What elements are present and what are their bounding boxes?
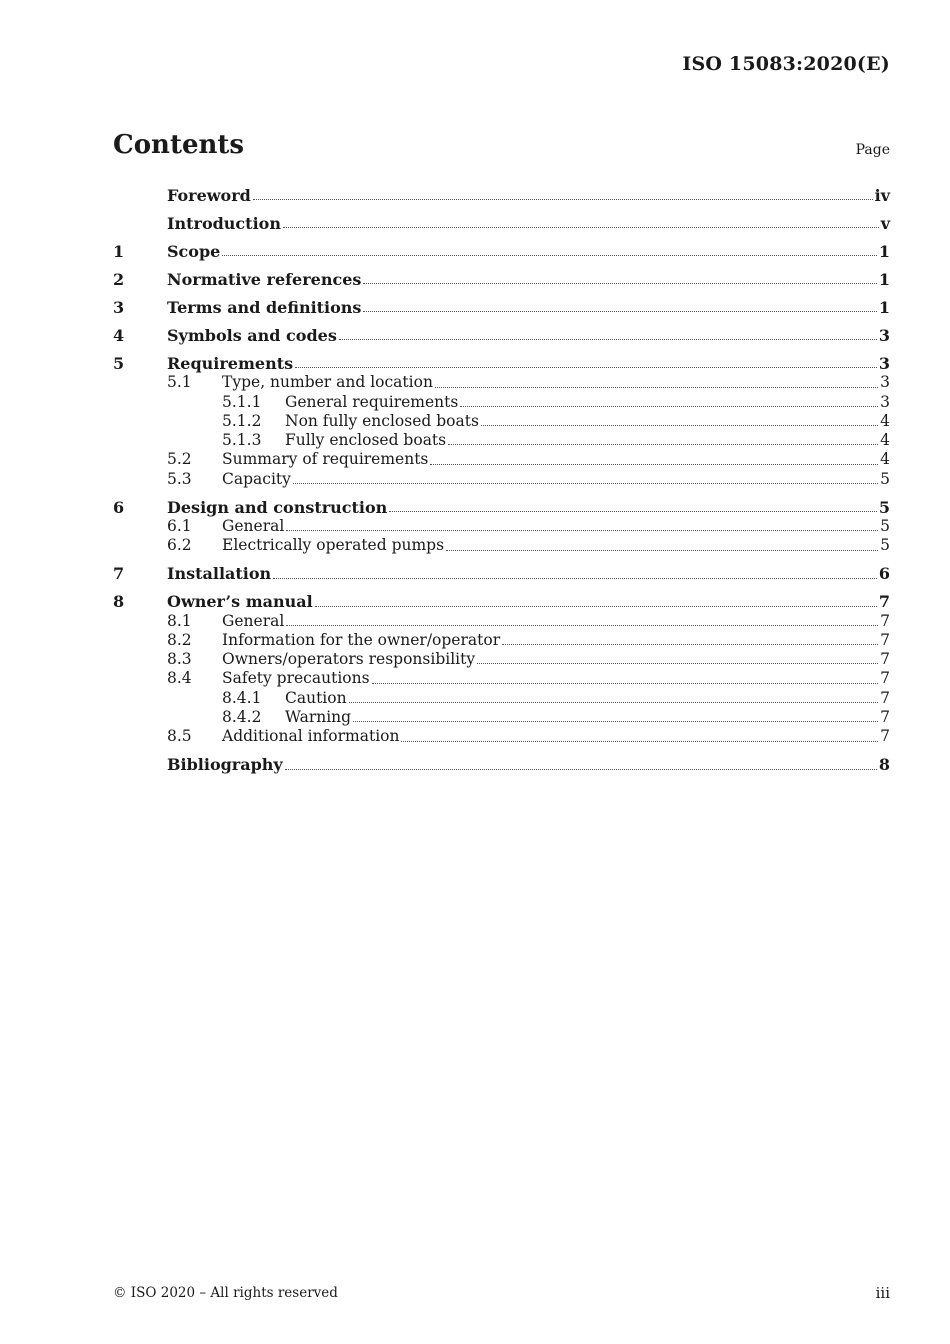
toc-entry[interactable]: [113, 354, 890, 373]
toc-entry-number: 8.4.2: [222, 708, 262, 727]
dot-leader: [460, 406, 878, 407]
toc-entry-page[interactable]: 7: [880, 611, 890, 630]
dot-leader: [283, 227, 879, 228]
toc-entry-number: 5.2: [167, 450, 192, 469]
toc-entry-title[interactable]: Symbols and codes: [167, 325, 337, 345]
dot-leader: [285, 769, 877, 770]
toc-entry[interactable]: [113, 450, 890, 469]
toc-entry-number: 7: [113, 564, 125, 584]
toc-entry-number: 5.1.1: [222, 392, 262, 411]
toc-entry[interactable]: [113, 564, 890, 583]
toc-entry[interactable]: [113, 326, 890, 345]
dot-leader: [349, 702, 879, 703]
dot-leader: [401, 741, 878, 742]
toc-entry-number: 5.1: [167, 373, 192, 392]
toc-entry-number: 8.5: [167, 727, 192, 746]
dot-leader: [286, 530, 878, 531]
toc-entry-number: 5.1.2: [222, 411, 262, 430]
page-number: iii: [875, 1284, 890, 1302]
dot-leader: [430, 464, 878, 465]
toc-entry-title[interactable]: Introduction: [167, 213, 281, 233]
toc-entry-title[interactable]: Warning: [285, 708, 352, 727]
toc-entry-title[interactable]: Caution: [285, 688, 347, 707]
dot-leader: [293, 483, 878, 484]
toc-entry[interactable]: [113, 650, 890, 669]
toc-entry-page[interactable]: 3: [878, 325, 890, 345]
toc-entry-title[interactable]: Owner’s manual: [167, 592, 313, 612]
toc-entry-title[interactable]: General: [222, 516, 285, 535]
toc-entry-number: 3: [113, 297, 125, 317]
dot-leader: [295, 367, 877, 368]
toc-entry-title[interactable]: Non fully enclosed boats: [285, 411, 479, 430]
dot-leader: [339, 339, 877, 340]
document-id: ISO 15083:2020(E): [682, 53, 890, 75]
toc-entry[interactable]: [113, 412, 890, 431]
toc-entry-title[interactable]: Summary of requirements: [222, 450, 429, 469]
toc-entry-page[interactable]: 7: [880, 630, 890, 649]
toc-entry-page[interactable]: 1: [878, 297, 890, 317]
page-column-label: Page: [855, 142, 890, 158]
toc-entry-number: 1: [113, 241, 125, 261]
toc-entry-number: 8.4: [167, 669, 192, 688]
toc-entry-number: 8: [113, 592, 125, 612]
toc-entry[interactable]: [113, 592, 890, 611]
toc-entry-number: 5.3: [167, 469, 192, 488]
toc-entry-page[interactable]: 5: [880, 536, 890, 555]
toc-entry-number: 8.3: [167, 650, 192, 669]
toc-entry-number: 2: [113, 269, 125, 289]
toc-entry[interactable]: [113, 727, 890, 746]
toc-entry-page[interactable]: 3: [878, 353, 890, 373]
toc-entry-page[interactable]: 7: [878, 592, 890, 612]
toc-entry[interactable]: [113, 498, 890, 517]
toc-entry[interactable]: [113, 298, 890, 317]
dot-leader: [477, 663, 878, 664]
toc-entry[interactable]: [113, 517, 890, 536]
toc-entry-number: 4: [113, 325, 125, 345]
toc-entry-title[interactable]: Foreword: [167, 186, 251, 205]
toc-entry[interactable]: [113, 689, 890, 708]
toc-entry[interactable]: [113, 373, 890, 392]
dot-leader: [435, 387, 878, 388]
toc-entry-title[interactable]: Owners/operators responsibility: [222, 650, 476, 669]
dot-leader: [253, 199, 873, 200]
toc-entry[interactable]: [113, 393, 890, 412]
toc-entry[interactable]: [113, 536, 890, 555]
toc-entry-page[interactable]: 1: [878, 241, 890, 261]
toc-entry-number: 8.1: [167, 611, 192, 630]
toc-entry-title[interactable]: Scope: [167, 241, 221, 261]
toc-entry-page[interactable]: 3: [880, 392, 890, 411]
dot-leader: [222, 255, 877, 256]
toc-entry[interactable]: [113, 669, 890, 688]
toc-entry-title[interactable]: Design and construction: [167, 497, 388, 517]
toc-entry-title[interactable]: Additional information: [222, 727, 400, 746]
dot-leader: [446, 550, 878, 551]
dot-leader: [363, 283, 876, 284]
toc-entry[interactable]: [113, 270, 890, 289]
toc-entry-title[interactable]: Capacity: [222, 469, 291, 488]
toc-entry-title[interactable]: Requirements: [167, 353, 294, 373]
toc-entry-number: 8.4.1: [222, 688, 262, 707]
toc-entry-page[interactable]: 7: [880, 708, 890, 727]
toc-entry[interactable]: [113, 186, 890, 205]
toc-entry[interactable]: [113, 612, 890, 631]
table-of-contents: [113, 186, 890, 775]
toc-entry-title[interactable]: General requirements: [285, 392, 459, 411]
toc-entry-page[interactable]: 6: [878, 564, 890, 584]
toc-entry-number: 6.2: [167, 536, 192, 555]
toc-entry[interactable]: [113, 431, 890, 450]
toc-entry-page[interactable]: 7: [880, 669, 890, 688]
toc-entry-page[interactable]: 7: [880, 650, 890, 669]
toc-entry-number: 5.1.3: [222, 431, 262, 450]
toc-entry-title[interactable]: Electrically operated pumps: [222, 536, 445, 555]
toc-entry-title[interactable]: Normative references: [167, 269, 362, 289]
toc-entry-page[interactable]: 5: [880, 516, 890, 535]
toc-entry-page[interactable]: 4: [880, 431, 890, 450]
toc-entry-page[interactable]: 8: [878, 755, 890, 775]
toc-entry-page[interactable]: 7: [880, 727, 890, 746]
dot-leader: [353, 721, 878, 722]
toc-entry[interactable]: [113, 708, 890, 727]
toc-entry-page[interactable]: 5: [880, 469, 890, 488]
toc-entry[interactable]: [113, 242, 890, 261]
toc-entry-page[interactable]: 5: [878, 497, 890, 517]
contents-heading: Contents: [113, 130, 245, 160]
toc-entry-page[interactable]: 1: [878, 269, 890, 289]
toc-entry-number: 8.2: [167, 630, 192, 649]
dot-leader: [502, 644, 878, 645]
toc-entry-page[interactable]: 4: [880, 450, 890, 469]
toc-entry[interactable]: [113, 214, 890, 233]
dot-leader: [315, 606, 877, 607]
toc-entry-title[interactable]: Type, number and location: [222, 373, 433, 392]
toc-entry-title[interactable]: Fully enclosed boats: [285, 431, 447, 450]
toc-entry-title[interactable]: Bibliography: [167, 755, 283, 775]
dot-leader: [448, 444, 878, 445]
dot-leader: [286, 625, 878, 626]
toc-entry-title[interactable]: Terms and definitions: [167, 297, 362, 317]
toc-entry-title[interactable]: Installation: [167, 564, 272, 584]
toc-entry-title[interactable]: Information for the owner/operator: [222, 630, 501, 649]
toc-entry-page[interactable]: 3: [880, 373, 890, 392]
toc-entry-number: 6.1: [167, 516, 192, 535]
toc-entry-number: 5: [113, 353, 125, 373]
dot-leader: [481, 425, 878, 426]
dot-leader: [389, 511, 877, 512]
dot-leader: [273, 578, 877, 579]
toc-entry[interactable]: [113, 755, 890, 774]
dot-leader: [372, 683, 879, 684]
toc-entry-page[interactable]: iv: [874, 186, 890, 205]
toc-entry-page[interactable]: 7: [880, 688, 890, 707]
copyright-notice: © ISO 2020 – All rights reserved: [113, 1285, 338, 1301]
toc-entry-title[interactable]: Safety precautions: [222, 669, 370, 688]
toc-entry-page[interactable]: v: [880, 213, 890, 233]
toc-entry[interactable]: [113, 631, 890, 650]
dot-leader: [363, 311, 876, 312]
toc-entry[interactable]: [113, 470, 890, 489]
toc-entry-page[interactable]: 4: [880, 411, 890, 430]
toc-entry-number: 6: [113, 497, 125, 517]
toc-entry-title[interactable]: General: [222, 611, 285, 630]
